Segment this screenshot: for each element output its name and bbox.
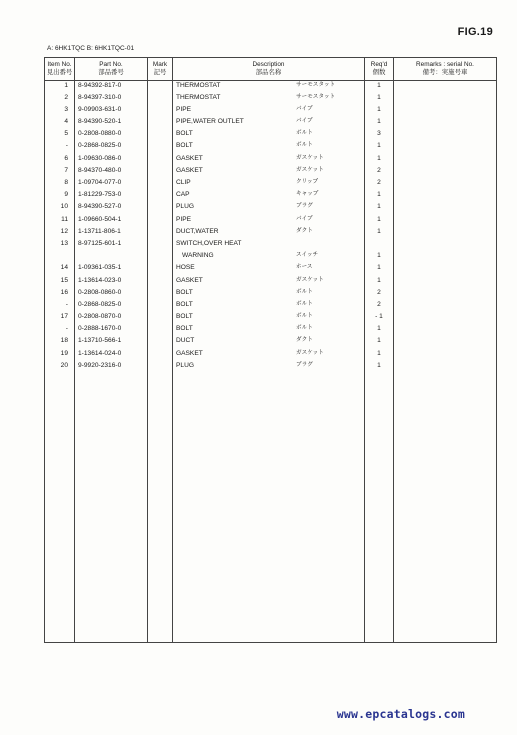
description-cell [173,166,365,178]
description-cell [173,288,365,300]
remarks-cell [394,239,497,251]
part-number: 8-94390-520-1 [75,117,148,129]
table-row [45,202,497,214]
header-mark: Mark 記号 [148,58,173,81]
description-english: CLIP [176,179,191,186]
table-row [45,263,497,275]
table-row [45,154,497,166]
remarks-cell [394,81,497,93]
item-number: 8 [45,178,75,190]
mark-cell [148,81,173,93]
remarks-cell [394,251,497,263]
header-item-no: Item No. 見出番号 [45,58,75,81]
description-japanese: ボルト [296,313,313,320]
item-number [45,251,75,263]
remarks-cell [394,141,497,153]
required-quantity: 1 [365,361,394,373]
table-row [45,300,497,312]
required-quantity: 1 [365,154,394,166]
description-japanese: ガスケット [296,166,324,173]
description-japanese: ホース [296,264,313,271]
table-row [45,93,497,105]
mark-cell [148,93,173,105]
part-number: 8-94390-527-0 [75,202,148,214]
item-number: 15 [45,276,75,288]
table-row [45,141,497,153]
required-quantity: 1 [365,276,394,288]
description-english: BOLT [176,130,193,138]
table-row [45,105,497,117]
table-row [45,336,497,348]
description-cell [173,276,365,288]
part-number [75,251,148,263]
table-row [45,117,497,129]
required-quantity: 1 [365,105,394,117]
required-quantity: 2 [365,166,394,178]
part-number: 1-13614-023-0 [75,276,148,288]
item-number: 3 [45,105,75,117]
description-cell [173,324,365,336]
empty-cell [148,373,173,642]
description-japanese: パイプ [296,105,313,112]
mark-cell [148,361,173,373]
part-number: 0-2868-0825-0 [75,141,148,153]
description-japanese: ガスケット [296,349,324,356]
mark-cell [148,202,173,214]
part-number: 1-09361-035-1 [75,263,148,275]
description-english: PIPE,WATER OUTLET [176,118,244,126]
required-quantity: 1 [365,202,394,214]
required-quantity: 1 [365,190,394,202]
description-cell [173,251,365,263]
mark-cell [148,300,173,312]
mark-cell [148,154,173,166]
item-number: 19 [45,349,75,361]
item-number: - [45,141,75,153]
table-row [45,190,497,202]
required-quantity: 2 [365,300,394,312]
part-number: 1-13614-024-0 [75,349,148,361]
required-quantity: 1 [365,263,394,275]
table-row [45,324,497,336]
remarks-cell [394,349,497,361]
description-english: HOSE [176,264,195,272]
item-number: 11 [45,215,75,227]
description-english: THERMOSTAT [176,93,221,101]
description-cell [173,117,365,129]
footer-watermark[interactable]: www.epcatalogs.com [336,707,465,721]
description-japanese: ボルト [296,325,313,332]
description-japanese: パイプ [296,118,313,125]
remarks-cell [394,93,497,105]
description-cell [173,263,365,275]
required-quantity: 1 [365,324,394,336]
description-japanese: ガスケット [296,154,324,161]
remarks-cell [394,190,497,202]
mark-cell [148,178,173,190]
mark-cell [148,239,173,251]
item-number: 4 [45,117,75,129]
remarks-cell [394,202,497,214]
remarks-cell [394,166,497,178]
required-quantity: 1 [365,81,394,93]
description-cell [173,141,365,153]
mark-cell [148,129,173,141]
description-cell [173,105,365,117]
model-codes: A: 6HK1TQC B: 6HK1TQC-01 [47,45,135,52]
item-number: 17 [45,312,75,324]
description-japanese: プラグ [296,203,313,210]
table-row [45,361,497,373]
empty-cell [173,373,365,642]
mark-cell [148,105,173,117]
empty-cell [365,373,394,642]
description-japanese: ダクト [296,227,313,234]
table-row [45,81,497,93]
description-cell [173,300,365,312]
required-quantity: 1 [365,117,394,129]
remarks-cell [394,361,497,373]
mark-cell [148,251,173,263]
required-quantity: 1 [365,141,394,153]
part-number: 1-09630-086-0 [75,154,148,166]
part-number: 0-2808-0880-0 [75,129,148,141]
table-row [45,349,497,361]
item-number: 5 [45,129,75,141]
parts-rows [45,81,497,643]
table-row [45,312,497,324]
required-quantity: 2 [365,288,394,300]
description-japanese: ダクト [296,337,313,344]
table-row [45,215,497,227]
remarks-cell [394,117,497,129]
mark-cell [148,166,173,178]
description-cell [173,336,365,348]
description-cell [173,349,365,361]
remarks-cell [394,300,497,312]
part-number: 1-09660-504-1 [75,215,148,227]
part-number: 1-13710-566-1 [75,336,148,348]
item-number: 13 [45,239,75,251]
description-cell [173,227,365,239]
remarks-cell [394,154,497,166]
required-quantity [365,239,394,251]
required-quantity: 1 [365,349,394,361]
mark-cell [148,349,173,361]
part-number: 0-2868-0825-0 [75,300,148,312]
remarks-cell [394,288,497,300]
remarks-cell [394,178,497,190]
description-japanese: クリップ [296,179,319,185]
description-english: BOLT [176,300,193,308]
header-part-no: Part No. 部品番号 [75,58,148,81]
table-row [45,227,497,239]
description-english: DUCT [176,337,195,345]
description-english: PIPE [176,105,192,113]
parts-table [44,57,497,643]
description-english: WARNING [182,252,214,260]
item-number: 9 [45,190,75,202]
part-number: 1-13711-806-1 [75,227,148,239]
part-number: 8-94392-817-0 [75,81,148,93]
empty-cell [45,373,75,642]
item-number: 20 [45,361,75,373]
header-reqd: Req'd 個数 [365,58,394,81]
table-row [45,251,497,263]
description-japanese: パイプ [296,215,313,222]
remarks-cell [394,324,497,336]
part-number: 0-2888-1670-0 [75,324,148,336]
mark-cell [148,288,173,300]
header-remarks: Remarks : serial No. 備考：実施号車 [394,58,497,81]
part-number: 8-94397-310-0 [75,93,148,105]
description-english: DUCT,WATER [176,227,219,235]
mark-cell [148,117,173,129]
description-english: BOLT [176,313,193,321]
remarks-cell [394,215,497,227]
required-quantity: 3 [365,129,394,141]
mark-cell [148,312,173,324]
item-number: 7 [45,166,75,178]
description-english: THERMOSTAT [176,82,221,89]
description-cell [173,154,365,166]
description-japanese: キャップ [296,191,319,198]
description-english: PLUG [176,361,194,369]
description-japanese: サーモスタット [296,93,336,100]
mark-cell [148,336,173,348]
part-number: 9-09903-631-0 [75,105,148,117]
item-number: 6 [45,154,75,166]
part-number: 0-2808-0870-0 [75,312,148,324]
description-english: GASKET [176,276,203,284]
required-quantity: 1 [365,93,394,105]
item-number: 2 [45,93,75,105]
description-english: PIPE [176,215,192,223]
header-description: Description 部品名称 [173,58,365,81]
description-japanese: ボルト [296,130,313,137]
description-cell [173,81,365,93]
item-number: 18 [45,336,75,348]
part-number: 8-94370-480-0 [75,166,148,178]
description-cell [173,129,365,141]
remarks-cell [394,312,497,324]
part-number: 1-81229-753-0 [75,190,148,202]
part-number: 1-09704-077-0 [75,178,148,190]
description-english: GASKET [176,166,203,174]
item-number: 14 [45,263,75,275]
mark-cell [148,141,173,153]
description-japanese: プラグ [296,361,313,368]
item-number: 16 [45,288,75,300]
required-quantity: 1 [365,336,394,348]
description-english: PLUG [176,203,194,211]
required-quantity: 1 [365,251,394,263]
description-cell [173,178,365,190]
description-english: BOLT [176,142,193,150]
mark-cell [148,190,173,202]
description-cell [173,312,365,324]
empty-cell [394,373,497,642]
remarks-cell [394,336,497,348]
mark-cell [148,215,173,227]
description-japanese: ボルト [296,300,313,307]
mark-cell [148,227,173,239]
required-quantity: 1 [365,227,394,239]
item-number: 10 [45,202,75,214]
description-japanese: ガスケット [296,276,324,283]
description-japanese: サーモスタット [296,82,336,88]
remarks-cell [394,276,497,288]
item-number: - [45,300,75,312]
description-english: SWITCH,OVER HEAT [176,239,242,247]
mark-cell [148,263,173,275]
table-row [45,178,497,190]
item-number: - [45,324,75,336]
item-number: 12 [45,227,75,239]
remarks-cell [394,263,497,275]
mark-cell [148,276,173,288]
required-quantity: - 1 [365,312,394,324]
table-row [45,288,497,300]
remarks-cell [394,105,497,117]
description-cell [173,239,365,251]
description-english: CAP [176,191,190,199]
mark-cell [148,324,173,336]
figure-number: FIG.19 [457,26,493,38]
description-cell [173,361,365,373]
part-number: 0-2808-0860-0 [75,288,148,300]
part-number: 8-97125-601-1 [75,239,148,251]
table-row [45,239,497,251]
table-filler-row [45,373,497,642]
description-english: GASKET [176,154,203,162]
description-japanese: スイッチ [296,252,319,259]
required-quantity: 2 [365,178,394,190]
description-english: BOLT [176,325,193,333]
description-english: BOLT [176,288,193,296]
empty-cell [75,373,148,642]
description-cell [173,215,365,227]
description-english: GASKET [176,349,203,357]
item-number: 1 [45,81,75,93]
description-cell [173,190,365,202]
remarks-cell [394,227,497,239]
description-japanese: ボルト [296,142,313,149]
required-quantity: 1 [365,215,394,227]
description-cell [173,202,365,214]
table-header-row [45,58,497,81]
table-row [45,276,497,288]
remarks-cell [394,129,497,141]
part-number: 9-9920-2316-0 [75,361,148,373]
description-japanese: ボルト [296,288,313,295]
table-row [45,129,497,141]
table-row [45,166,497,178]
description-cell [173,93,365,105]
